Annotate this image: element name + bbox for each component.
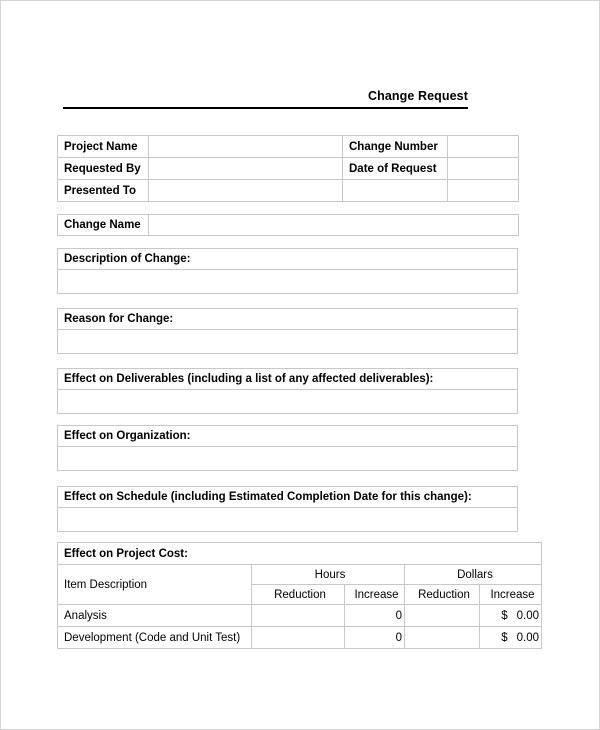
table-row [58,309,518,330]
table-row [58,249,518,270]
currency-amount [486,610,539,622]
table-row [58,215,519,236]
project-name-field[interactable] [149,136,343,158]
section-heading: Effect on Deliverables (including a list of any affected deliverables): [58,369,518,390]
table-row [58,487,518,508]
section-effect-on-organization [57,425,518,471]
item-description-header: Item Description [58,565,252,605]
table-row [58,330,518,354]
section-effect-on-schedule [57,486,518,532]
table-row [58,508,518,532]
section-body-field[interactable] [58,508,518,532]
hours-reduction-header: Reduction [252,585,345,605]
table-row [58,426,518,447]
dollars-reduction-field[interactable] [405,627,480,649]
document-title: Change Request [367,89,468,103]
hours-increase-header: Increase [345,585,405,605]
date-of-request-label: Date of Request [343,158,448,180]
hours-increase-field[interactable]: 0 [345,627,405,649]
section-heading: Reason for Change: [58,309,518,330]
cost-item-label: Development (Code and Unit Test) [58,627,252,649]
section-effect-on-deliverables [57,368,518,414]
table-row [58,627,542,649]
section-body-field[interactable] [58,390,518,414]
section-body-field[interactable] [58,270,518,294]
table-row [58,270,518,294]
empty-label-cell [343,180,448,202]
requested-by-label: Requested By [58,158,149,180]
project-info-table [57,135,519,202]
section-body-field[interactable] [58,330,518,354]
dollars-reduction-header: Reduction [405,585,480,605]
hours-reduction-field[interactable] [252,605,345,627]
project-name-label: Project Name [58,136,149,158]
table-row [58,180,519,202]
cost-item-label: Analysis [58,605,252,627]
table-row [58,136,519,158]
change-name-field[interactable] [149,215,519,236]
hours-reduction-field[interactable] [252,627,345,649]
table-row [58,605,542,627]
title-underline [63,87,468,109]
section-body-field[interactable] [58,447,518,471]
table-row [58,543,542,565]
hours-group-header: Hours [252,565,405,585]
section-description-of-change [57,248,518,294]
currency-symbol: $ [501,631,508,644]
requested-by-field[interactable] [149,158,343,180]
section-heading: Effect on Organization: [58,426,518,447]
effect-on-project-cost-table [57,542,542,649]
table-row [58,565,542,585]
empty-value-field[interactable] [448,180,519,202]
dollars-group-header: Dollars [405,565,542,585]
change-number-field[interactable] [448,136,519,158]
presented-to-label: Presented To [58,180,149,202]
currency-symbol: $ [501,609,508,622]
currency-value: 0.00 [516,609,539,622]
section-heading: Effect on Schedule (including Estimated Completion Date for this change): [58,487,518,508]
dollars-reduction-field[interactable] [405,605,480,627]
change-name-table [57,214,519,236]
currency-amount [486,632,539,644]
hours-increase-field[interactable]: 0 [345,605,405,627]
dollars-increase-field[interactable] [480,627,542,649]
section-heading: Description of Change: [58,249,518,270]
dollars-increase-header: Increase [480,585,542,605]
table-row [58,369,518,390]
change-number-label: Change Number [343,136,448,158]
date-of-request-field[interactable] [448,158,519,180]
cost-table-heading: Effect on Project Cost: [58,543,542,565]
change-name-label: Change Name [58,215,149,236]
table-row [58,447,518,471]
dollars-increase-field[interactable] [480,605,542,627]
table-row [58,158,519,180]
currency-value: 0.00 [516,631,539,644]
table-row [58,390,518,414]
section-reason-for-change [57,308,518,354]
presented-to-field[interactable] [149,180,343,202]
